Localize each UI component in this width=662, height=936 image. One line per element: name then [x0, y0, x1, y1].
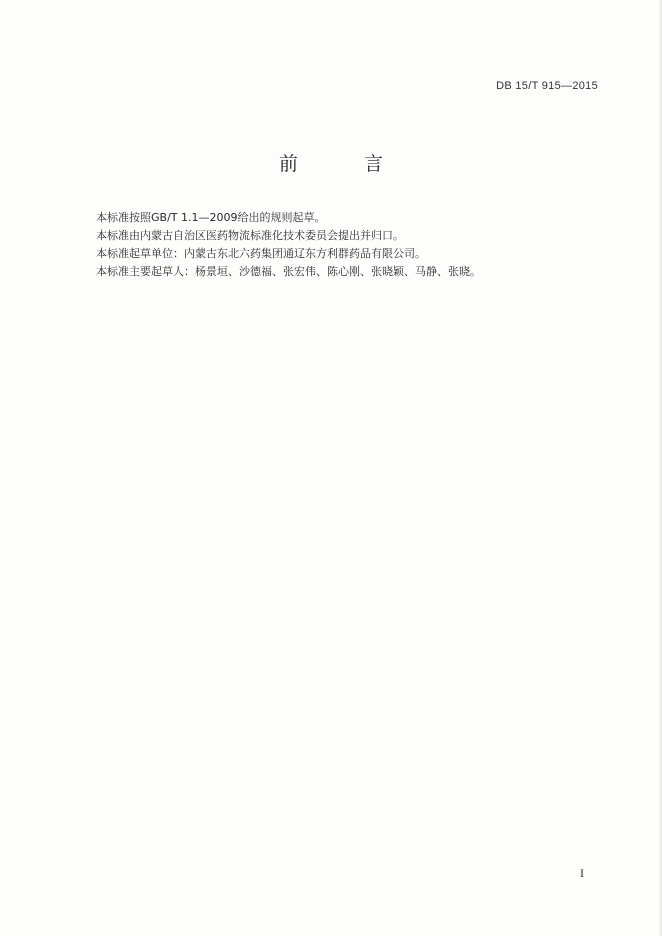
paragraph-drafting-unit: 本标准起草单位：内蒙古东北六药集团通辽东方利群药品有限公司。 [96, 247, 426, 260]
standard-code: DB 15/T 915—2015 [496, 80, 598, 92]
page-number: I [580, 866, 584, 880]
paragraph-drafting-rules: 本标准按照GB/T 1.1—2009给出的规则起草。 [96, 211, 326, 224]
foreword-body [96, 209, 596, 281]
page-title: 前 言 [278, 153, 414, 175]
paragraph-proposer: 本标准由内蒙古自治区医药物流标准化技术委员会提出并归口。 [96, 229, 404, 242]
paragraph-drafters: 本标准主要起草人：杨景垣、沙德福、张宏伟、陈心刚、张晓颖、马静、张晓。 [96, 265, 481, 278]
